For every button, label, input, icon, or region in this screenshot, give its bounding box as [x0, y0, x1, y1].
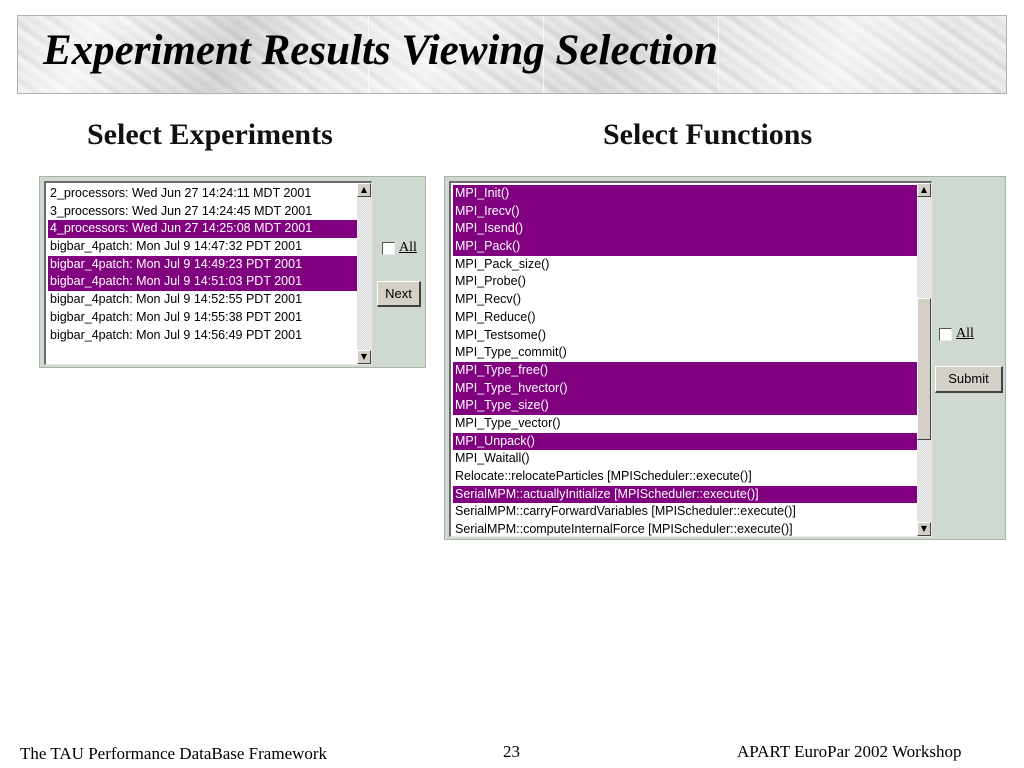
- functions-list: [453, 185, 919, 537]
- list-item[interactable]: MPI_Waitall(): [455, 451, 530, 466]
- footer-right: APART EuroPar 2002 Workshop: [737, 742, 962, 761]
- list-item[interactable]: MPI_Testsome(): [455, 327, 546, 342]
- list-item[interactable]: MPI_Pack(): [453, 238, 919, 256]
- functions-form: [444, 176, 1006, 540]
- list-item[interactable]: MPI_Type_size(): [453, 397, 919, 415]
- list-item[interactable]: MPI_Irecv(): [453, 203, 919, 221]
- functions-scroll-thumb[interactable]: [917, 298, 931, 440]
- experiments-list: [48, 185, 359, 344]
- list-item[interactable]: bigbar_4patch: Mon Jul 9 14:49:23 PDT 2001: [48, 256, 359, 274]
- submit-button[interactable]: Submit: [935, 366, 1003, 393]
- scroll-up-icon[interactable]: ▲: [917, 183, 931, 197]
- list-item[interactable]: MPI_Type_hvector(): [453, 380, 919, 398]
- functions-all-label: All: [956, 326, 974, 341]
- list-item[interactable]: SerialMPM::carryForwardVariables [MPIScheduler::execute()]: [455, 504, 796, 519]
- title-banner: [17, 15, 1007, 94]
- experiments-all-label: All: [399, 240, 417, 255]
- next-button[interactable]: Next: [377, 281, 421, 307]
- functions-all-toggle[interactable]: [939, 326, 974, 342]
- scroll-up-icon[interactable]: ▲: [357, 183, 371, 197]
- scroll-down-icon[interactable]: ▼: [357, 350, 371, 364]
- experiments-scrollbar[interactable]: [357, 183, 371, 364]
- list-item[interactable]: SerialMPM::actuallyInitialize [MPIScheduler::execute()]: [453, 486, 919, 504]
- list-item[interactable]: bigbar_4patch: Mon Jul 9 14:56:49 PDT 2001: [50, 327, 303, 342]
- list-item[interactable]: 3_processors: Wed Jun 27 14:24:45 MDT 2001: [50, 203, 313, 218]
- banner-divider: [718, 16, 719, 93]
- list-item[interactable]: MPI_Isend(): [453, 220, 919, 238]
- list-item[interactable]: MPI_Type_vector(): [455, 415, 561, 430]
- experiments-listbox[interactable]: [44, 181, 372, 365]
- list-item[interactable]: MPI_Type_free(): [453, 362, 919, 380]
- list-item[interactable]: MPI_Unpack(): [453, 433, 919, 451]
- experiments-heading: Select Experiments: [87, 118, 333, 151]
- experiments-form: [39, 176, 426, 368]
- list-item[interactable]: 4_processors: Wed Jun 27 14:25:08 MDT 2001: [48, 220, 359, 238]
- functions-listbox[interactable]: [449, 181, 932, 537]
- list-item[interactable]: bigbar_4patch: Mon Jul 9 14:47:32 PDT 2001: [50, 239, 303, 254]
- page-number: 23: [503, 742, 520, 761]
- list-item[interactable]: bigbar_4patch: Mon Jul 9 14:52:55 PDT 2001: [50, 292, 303, 307]
- functions-heading: Select Functions: [603, 118, 813, 151]
- scroll-down-icon[interactable]: ▼: [917, 522, 931, 536]
- list-item[interactable]: MPI_Init(): [453, 185, 919, 203]
- functions-scrollbar[interactable]: [917, 183, 931, 536]
- list-item[interactable]: bigbar_4patch: Mon Jul 9 14:55:38 PDT 2001: [50, 309, 303, 324]
- list-item[interactable]: MPI_Recv(): [455, 292, 521, 307]
- list-item[interactable]: MPI_Type_commit(): [455, 345, 567, 360]
- list-item[interactable]: MPI_Reduce(): [455, 309, 536, 324]
- list-item[interactable]: 2_processors: Wed Jun 27 14:24:11 MDT 2001: [50, 186, 312, 200]
- experiments-all-toggle[interactable]: [382, 240, 417, 256]
- functions-all-checkbox[interactable]: [939, 328, 952, 341]
- experiments-all-checkbox[interactable]: [382, 242, 395, 255]
- slide-title: Experiment Results Viewing Selection: [43, 27, 718, 74]
- list-item[interactable]: MPI_Probe(): [455, 274, 526, 289]
- list-item[interactable]: SerialMPM::computeInternalForce [MPIScheduler::execute()]: [455, 522, 793, 537]
- list-item[interactable]: bigbar_4patch: Mon Jul 9 14:51:03 PDT 2001: [48, 273, 359, 291]
- list-item[interactable]: Relocate::relocateParticles [MPIScheduler::execute()]: [455, 469, 752, 483]
- list-item[interactable]: MPI_Pack_size(): [455, 256, 550, 271]
- footer-left: The TAU Performance DataBase Framework: [20, 744, 328, 763]
